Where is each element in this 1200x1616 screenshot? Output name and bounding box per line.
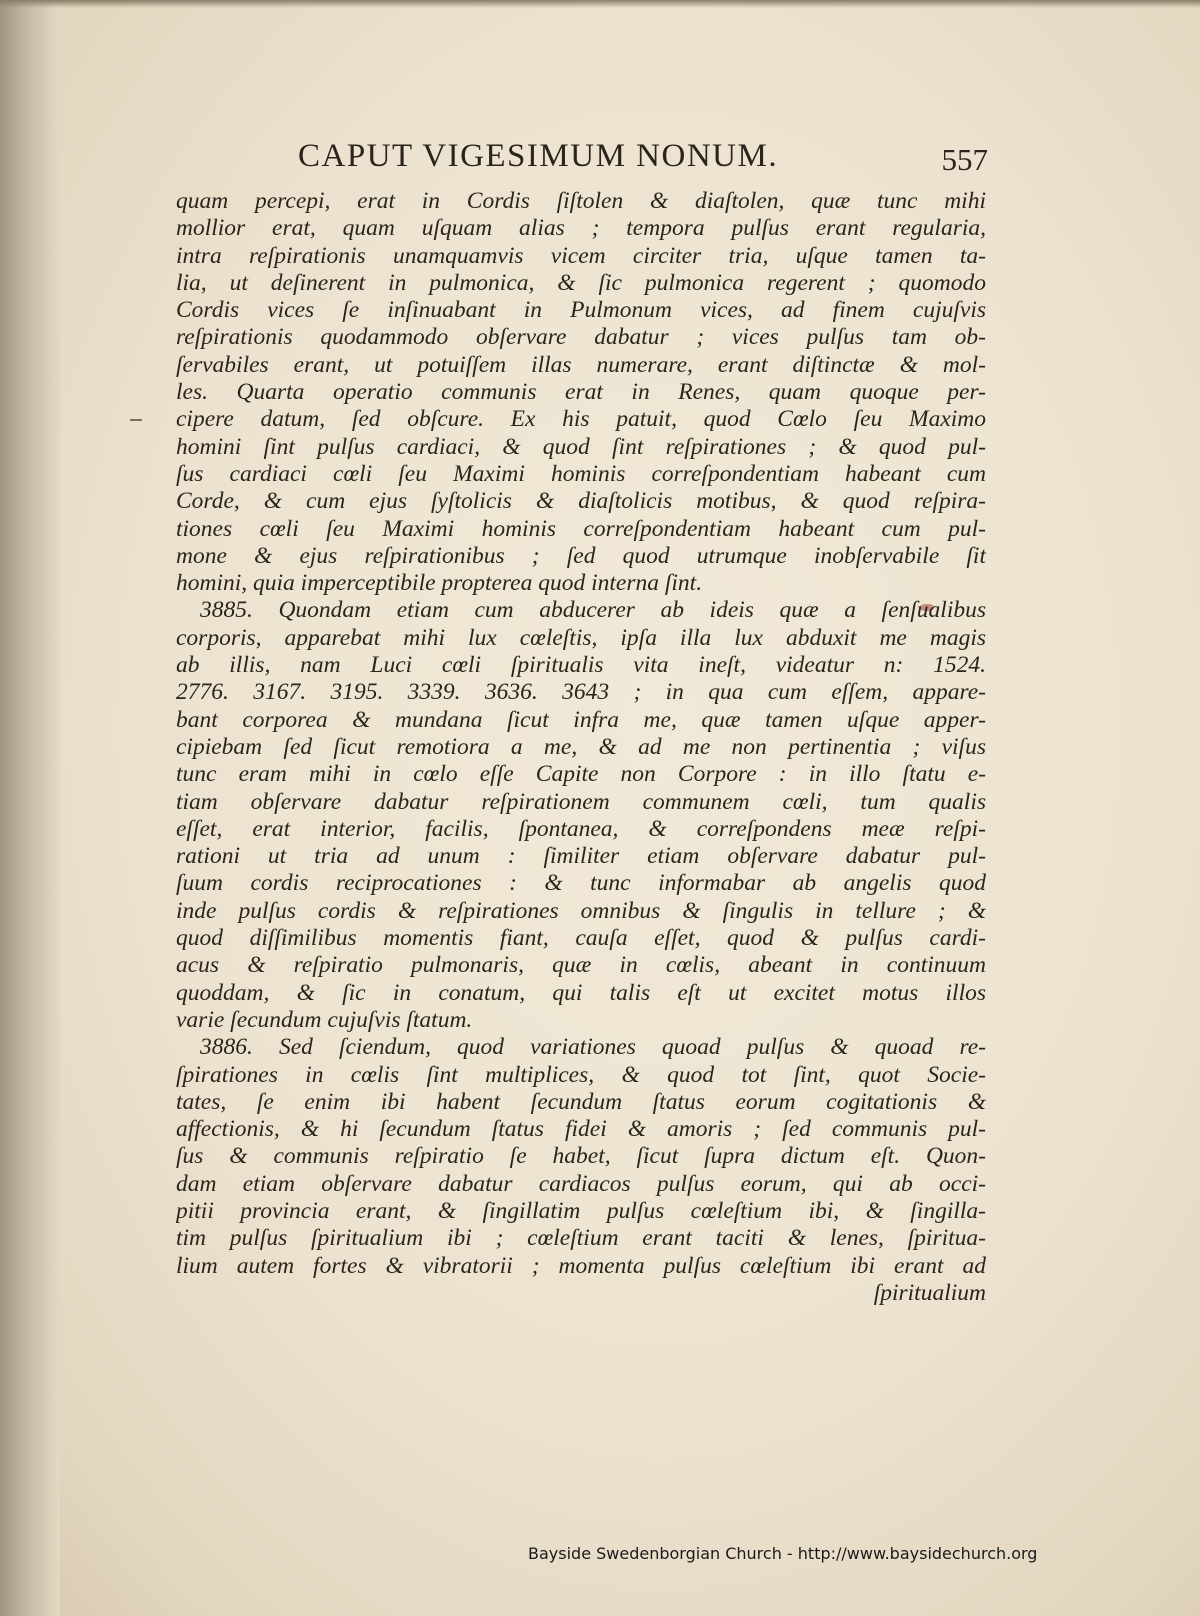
text-line: tiones cœli ſeu Maximi hominis correſpondentiam habeant cum pul- — [176, 515, 986, 542]
text-line: mollior erat, quam uſquam alias ; tempora pulſus erant regularia, — [176, 215, 986, 242]
text-line: ſus & communis reſpiratio ſe habet, ſicut ſupra dictum eſt. Quon- — [176, 1143, 986, 1170]
text-line: rationi ut tria ad unum : ſimiliter etiam obſervare dabatur pul- — [176, 843, 986, 870]
running-title: CAPUT VIGESIMUM NONUM. — [298, 138, 779, 174]
text-line: tunc eram mihi in cœlo eſſe Capite non Corpore : in illo ſtatu e- — [176, 761, 986, 788]
running-head — [180, 138, 990, 182]
text-line: cipere datum, ſed obſcure. Ex his patuit, quod Cœlo ſeu Maximo — [176, 406, 986, 433]
text-line: tates, ſe enim ibi habent ſecundum ſtatus eorum cogitationis & — [176, 1088, 986, 1115]
page-number: 557 — [941, 142, 988, 177]
paragraph-3886-start: 3886. Sed ſciendum, quod variationes quoad pulſus & quoad re- — [200, 1034, 986, 1061]
text-line: quoddam, & ſic in conatum, qui talis eſt ut excitet motus illos — [176, 979, 986, 1006]
text-line: acus & reſpiratio pulmonaris, quæ in cœlis, abeant in continuum — [176, 952, 986, 979]
text-line: inde pulſus cordis & reſpirationes omnibus & ſingulis in tellure ; & — [176, 897, 986, 924]
text-line: lia, ut deſinerent in pulmonica, & ſic pulmonica regerent ; quomodo — [176, 269, 986, 296]
text-line: varie ſecundum cujuſvis ſtatum. — [176, 1006, 473, 1033]
text-line: tiam obſervare dabatur reſpirationem communem cœli, tum qualis — [176, 788, 986, 815]
text-line: affectionis, & hi ſecundum ſtatus fidei & amoris ; ſed communis pul- — [176, 1116, 986, 1143]
footer-credit: Bayside Swedenborgian Church - http://www.baysidechurch.org — [528, 1544, 1038, 1563]
text-line: intra reſpirationis unamquamvis vicem circiter tria, uſque tamen ta- — [176, 242, 986, 269]
text-line: lium autem fortes & vibratorii ; momenta pulſus cœleſtium ibi erant ad — [176, 1252, 986, 1279]
book-gutter-shadow — [0, 0, 60, 1616]
text-line: Corde, & cum ejus ſyſtolicis & diaſtolicis motibus, & quod reſpira- — [176, 488, 986, 515]
text-line: corporis, apparebat mihi lux cœleſtis, ipſa illa lux abduxit me magis — [176, 624, 986, 651]
text-line: ſus cardiaci cœli ſeu Maximi hominis correſpondentiam habeant cum — [176, 460, 986, 487]
text-line: bant corporea & mundana ſicut infra me, quæ tamen uſque apper- — [176, 706, 986, 733]
text-line: ſervabiles erant, ut potuiſſem illas numerare, erant diſtinctæ & mol- — [176, 351, 986, 378]
text-line: pitii provincia erant, & ſingillatim pulſus cœleſtium ibi, & ſingilla- — [176, 1197, 986, 1224]
page-top-edge — [0, 0, 1200, 8]
text-line: ſpirationes in cœlis ſint multiplices, & quod tot ſint, quot Socie- — [176, 1061, 986, 1088]
text-line: mone & ejus reſpirationibus ; ſed quod utrumque inobſervabile ſit — [176, 542, 986, 569]
text-line: cipiebam ſed ſicut remotiora a me, & ad me non pertinentia ; viſus — [176, 733, 986, 760]
text-line: Cordis vices ſe inſinuabant in Pulmonum vices, ad finem cujuſvis — [176, 297, 986, 324]
margin-mark — [130, 419, 142, 421]
text-line: tim pulſus ſpiritualium ibi ; cœleſtium erant taciti & lenes, ſpiritua- — [176, 1225, 986, 1252]
catchword: ſpiritualium — [873, 1279, 986, 1306]
paragraph-3885-start: 3885. Quondam etiam cum abducerer ab ideis quæ a ſenſualibus — [200, 597, 986, 624]
text-line: ſuum cordis reciprocationes : & tunc informabar ab angelis quod — [176, 870, 986, 897]
text-line: homini, quia imperceptibile propterea quod interna ſint. — [176, 570, 703, 597]
text-line: quod diſſimilibus momentis fiant, cauſa eſſet, quod & pulſus cardi- — [176, 925, 986, 952]
text-line: 2776. 3167. 3195. 3339. 3636. 3643 ; in qua cum eſſem, appare- — [176, 679, 986, 706]
body-text — [176, 188, 986, 1307]
text-line: eſſet, erat interior, facilis, ſpontanea, & correſpondens meæ reſpi- — [176, 815, 986, 842]
text-line: reſpirationis quodammodo obſervare dabatur ; vices pulſus tam ob- — [176, 324, 986, 351]
text-line: quam percepi, erat in Cordis ſiſtolen & diaſtolen, quæ tunc mihi — [176, 188, 986, 214]
text-line: homini ſint pulſus cardiaci, & quod ſint reſpirationes ; & quod pul- — [176, 433, 986, 460]
text-line: ab illis, nam Luci cœli ſpiritualis vita ineſt, videatur n: 1524. — [176, 652, 986, 679]
text-line: dam etiam obſervare dabatur cardiacos pulſus eorum, qui ab occi- — [176, 1170, 986, 1197]
text-line: les. Quarta operatio communis erat in Renes, quam quoque per- — [176, 379, 986, 406]
